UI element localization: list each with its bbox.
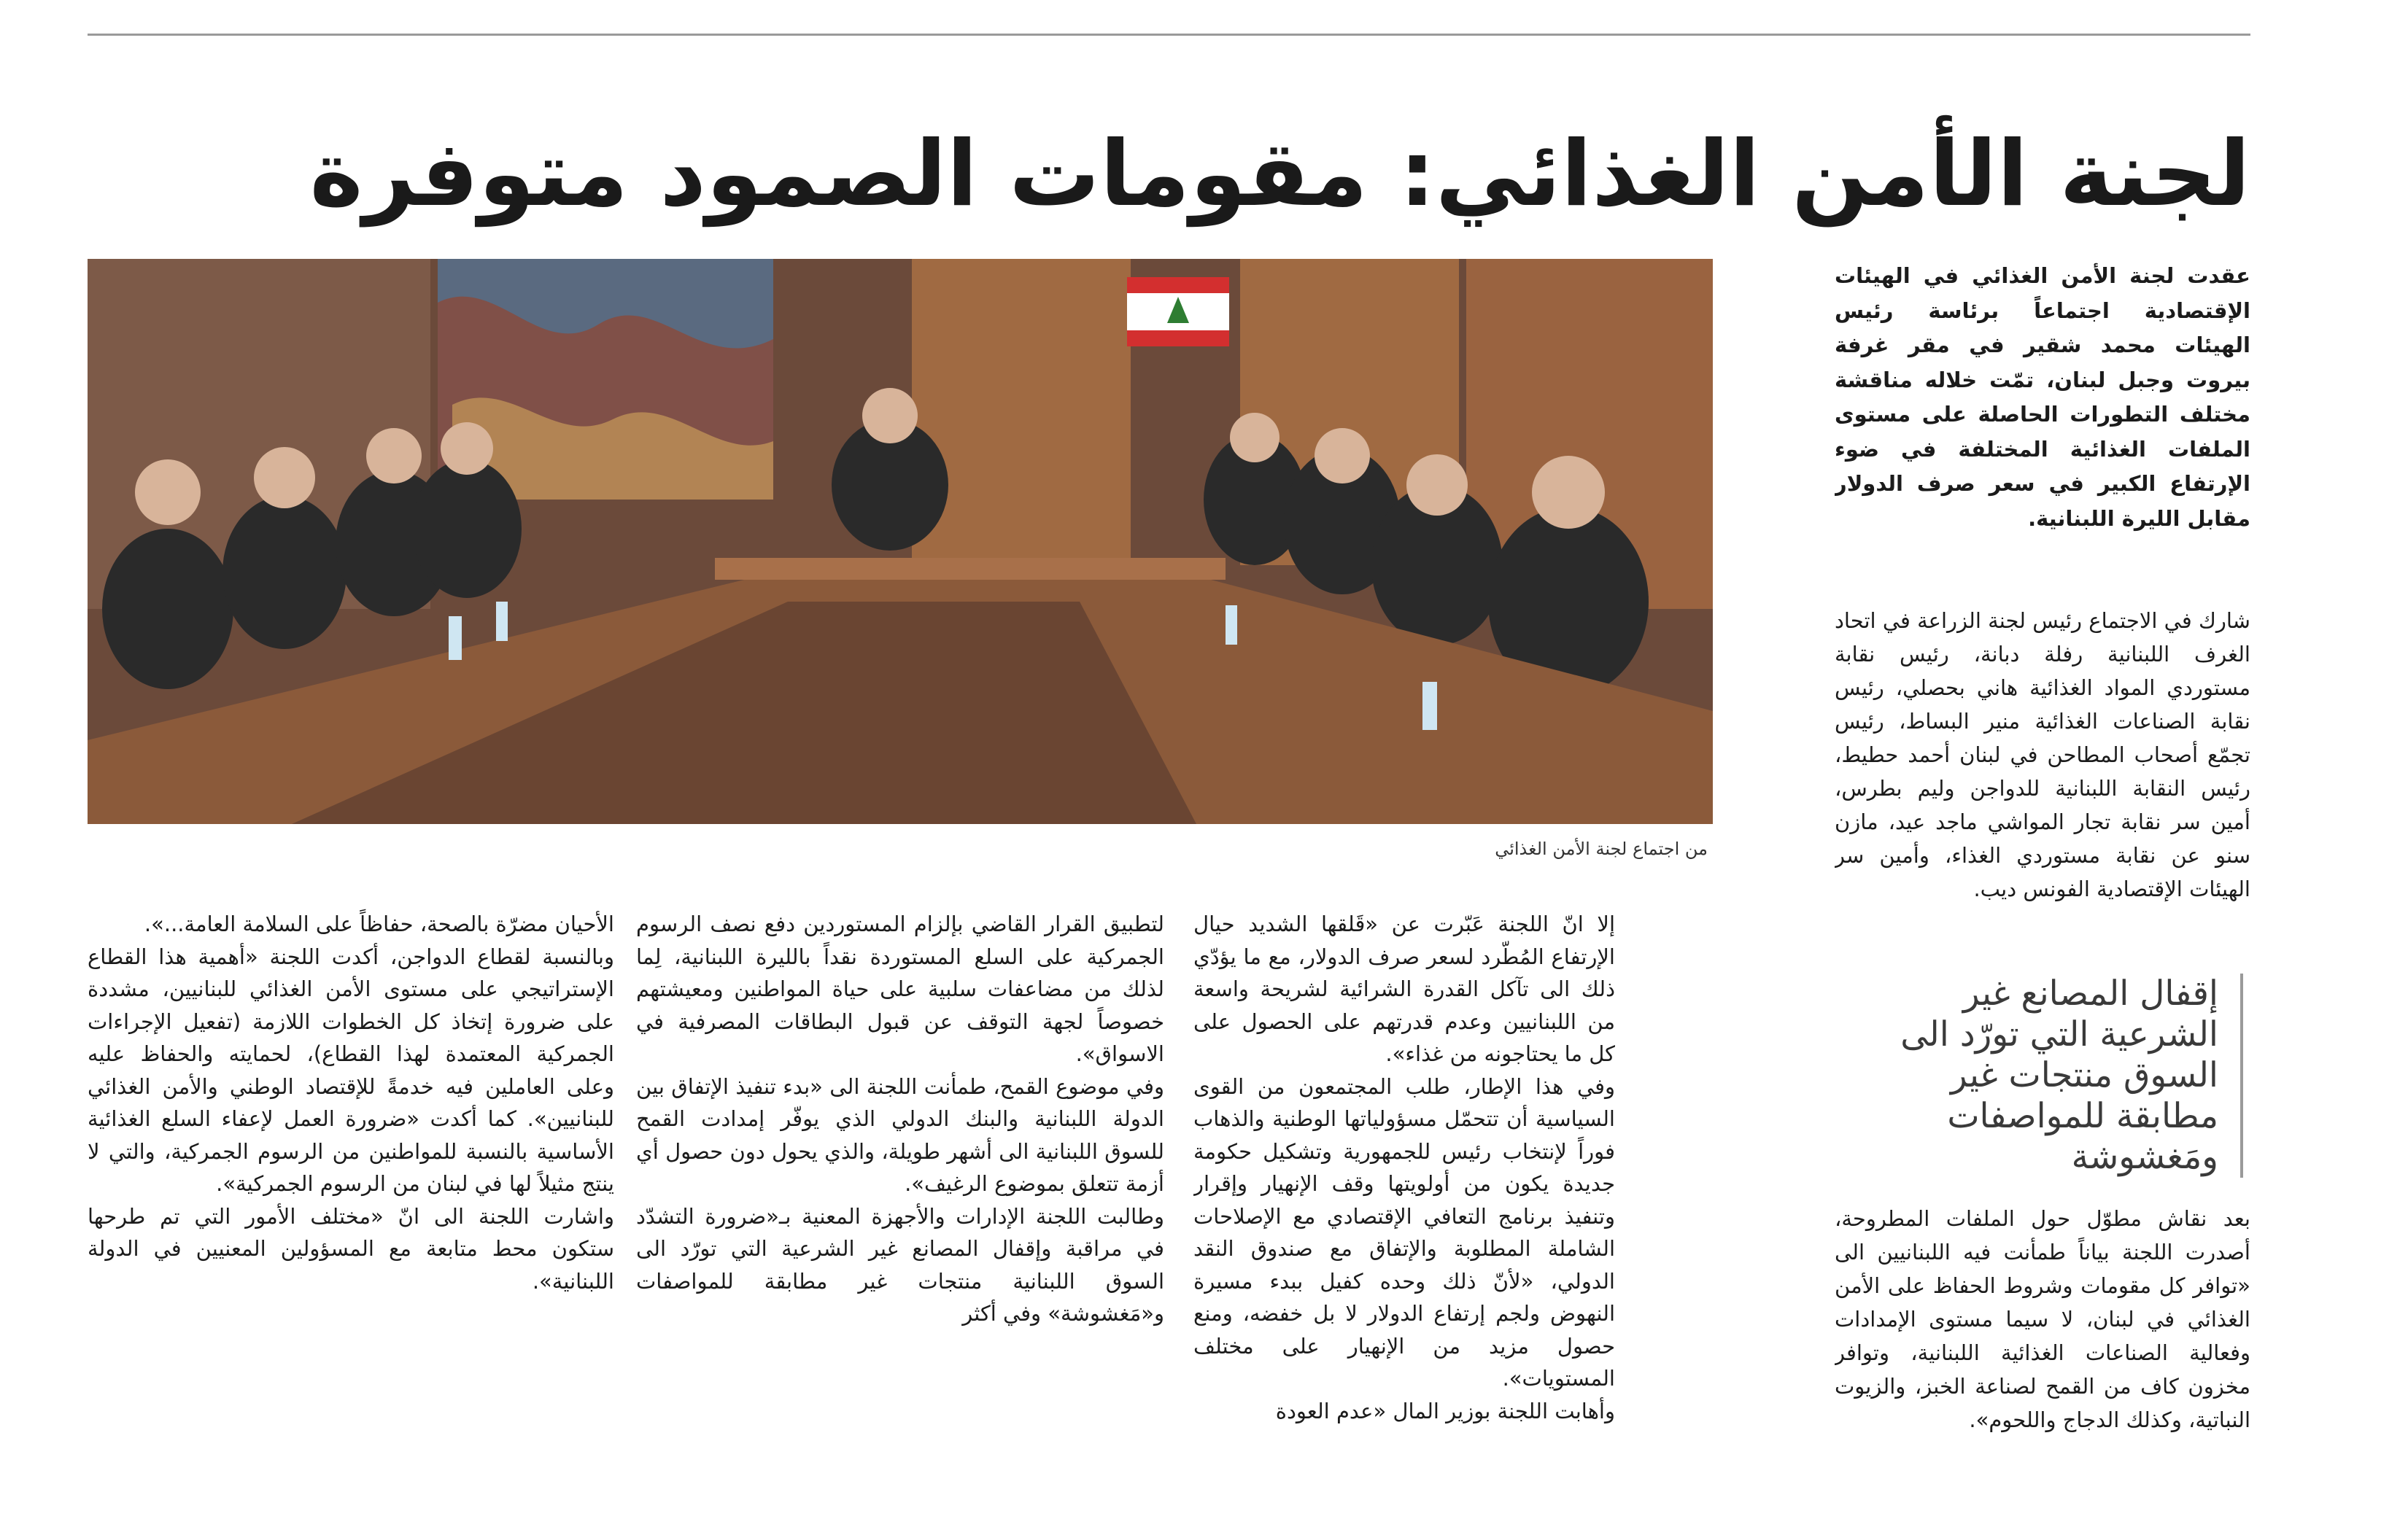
headline: لجنة الأمن الغذائي: مقومات الصمود متوفرة [309, 122, 2250, 228]
meeting-photo-illustration [88, 259, 1713, 824]
participants-paragraph: شارك في الاجتماع رئيس لجنة الزراعة في اتحاد الغرف اللبنانية رفلة دبانة، رئيس نقابة مستوردي المواد الغذائية هاني بحصلي، رئيس نقابة الصناعات الغذائية منير البساط، رئيس تجمّع أصحاب المطاحن في لبنان أحمد حطيط، رئيس النقابة اللبنانية للدواجن وليم بطرس، أمين سر نقابة تجار المواشي ماجد عيد، مازن سنو عن نقابة مستوردي الغذاء، وأمين سر الهيئات الإقتصادية الفونس ديب. [1835, 608, 2250, 901]
column-2-paragraph-2: وفي موضوع القمح، طمأنت اللجنة الى «بدء تنفيذ الإتفاق بين الدولة اللبنانية والبنك الدولي الذي يوفّر إمدادت القمح للسوق اللبنانية الى أشهر طويلة، والذي يحول دون حصول أي أزمة تتعلق بموضوع الرغيف». [636, 1073, 1164, 1196]
column-3-paragraph-2: وبالنسبة لقطاع الدواجن، أكدت اللجنة «أهمية هذا القطاع الإستراتيجي على مستوى الأمن الغذائي للبنانيين، مشددة على ضرورة إتخاذ كل الخطوات اللازمة (تفعيل الإجراءات الجمركية المعتمدة لهذا القطاع)، لحمايته والحفاظ عليه وعلى العاملين فيه خدمةً للإقتصاد الوطني والأمن الغذائي للبنانيين». كما أكدت «ضرورة العمل لإعفاء السلع الغذائية الأساسية بالنسبة للمواطنين من الرسوم الجمركية، والتي لا ينتج مثيلاً لها في لبنان من الرسوم الجمركية». [88, 944, 614, 1196]
column-3-paragraph-1: الأحيان مضرّة بالصحة، حفاظاً على السلامة العامة...». [144, 912, 614, 936]
column-2-paragraph-3: وطالبت اللجنة الإدارات والأجهزة المعنية بـ«ضرورة التشدّد في مراقبة وإقفال المصانع غير الشرعية التي تورّد الى السوق اللبنانية منتجات غير مطابقة للمواصفات و«مَغشوشة» وفي أكثر [636, 1203, 1164, 1326]
pull-quote-text: إقفال المصانع غير الشرعية التي تورّد الى السوق منتجات غير مطابقة للمواصفات ومَغشوشة [1900, 974, 2218, 1177]
statement-paragraph: بعد نقاش مطوّل حول الملفات المطروحة، أصدرت اللجنة بياناً طمأنت فيه اللبنانيين الى «توافر كل مقومات وشروط الحفاظ على الأمن الغذائي في لبنان، لا سيما مستوى الإمدادات وفعالية الصناعات الغذائية اللبنانية، وتوافر مخزون كاف من القمح لصناعة الخبز، والزيوت النباتية، وكذلك الدجاج واللحوم». [1835, 1206, 2250, 1432]
article-column-3 [88, 908, 614, 1477]
meeting-photo [88, 259, 1713, 824]
column-3-paragraph-3: واشارت اللجنة الى انّ «مختلف الأمور التي تم طرحها ستكون محط متابعة مع المسؤولين المعنيين في الدولة اللبنانية». [88, 1203, 614, 1294]
article-column-2 [636, 908, 1164, 1477]
article-column-1 [1193, 908, 1615, 1477]
photo-caption: من اجتماع لجنة الأمن الغذائي [1495, 839, 1708, 859]
pull-quote [1846, 974, 2243, 1178]
lead-paragraph: عقدت لجنة الأمن الغذائي في الهيئات الإقتصادية اجتماعاً برئاسة رئيس الهيئات محمد شقير في مقر غرفة بيروت وجبل لبنان، تمّت خلاله مناقشة مختلف التطورات الحاصلة على مستوى الملفات الغذائية المختلفة في ضوء الإرتفاع الكبير في سعر صرف الدولار مقابل الليرة اللبنانية. [1835, 263, 2250, 531]
column-2-paragraph-1: لتطبيق القرار القاضي بإلزام المستوردين دفع نصف الرسوم الجمركية على السلع المستوردة نقداً بالليرة اللبنانية، لِما لذلك من مضاعفات سلبية على حياة المواطنين ومعيشتهم خصوصاً لجهة التوقف عن قبول البطاقات المصرفية في الاسواق». [636, 912, 1164, 1066]
column-1-paragraph-1: إلا انّ اللجنة عَبّرت عن «قَلقها الشديد حيال الإرتفاع المُطّرد لسعر صرف الدولار، مع ما يؤدّي ذلك الى تآكل القدرة الشرائية لشريحة واسعة من اللبنانيين وعدم قدرتهم على الحصول على كل ما يحتاجونه من غذاء». [1193, 912, 1615, 1066]
top-rule [88, 34, 2250, 36]
column-1-paragraph-2: وفي هذا الإطار، طلب المجتمعون من القوى السياسية أن تتحمّل مسؤولياتها الوطنية والذهاب فوراً لإنتخاب رئيس للجمهورية وتشكيل حكومة جديدة يكون من أولويتها وقف الإنهيار وإقرار وتنفيذ برنامج التعافي الإقتصادي مع الإصلاحات الشاملة المطلوبة والإتفاق مع صندوق النقد الدولي، «لأنّ ذلك وحده كفيل ببدء مسيرة النهوض ولجم إرتفاع الدولار لا بل خفضه، ومنع حصول مزيد من الإنهيار على مختلف المستويات». [1193, 1073, 1615, 1391]
column-1-paragraph-3: وأهابت اللجنة بوزير المال «عدم العودة [1275, 1398, 1615, 1423]
